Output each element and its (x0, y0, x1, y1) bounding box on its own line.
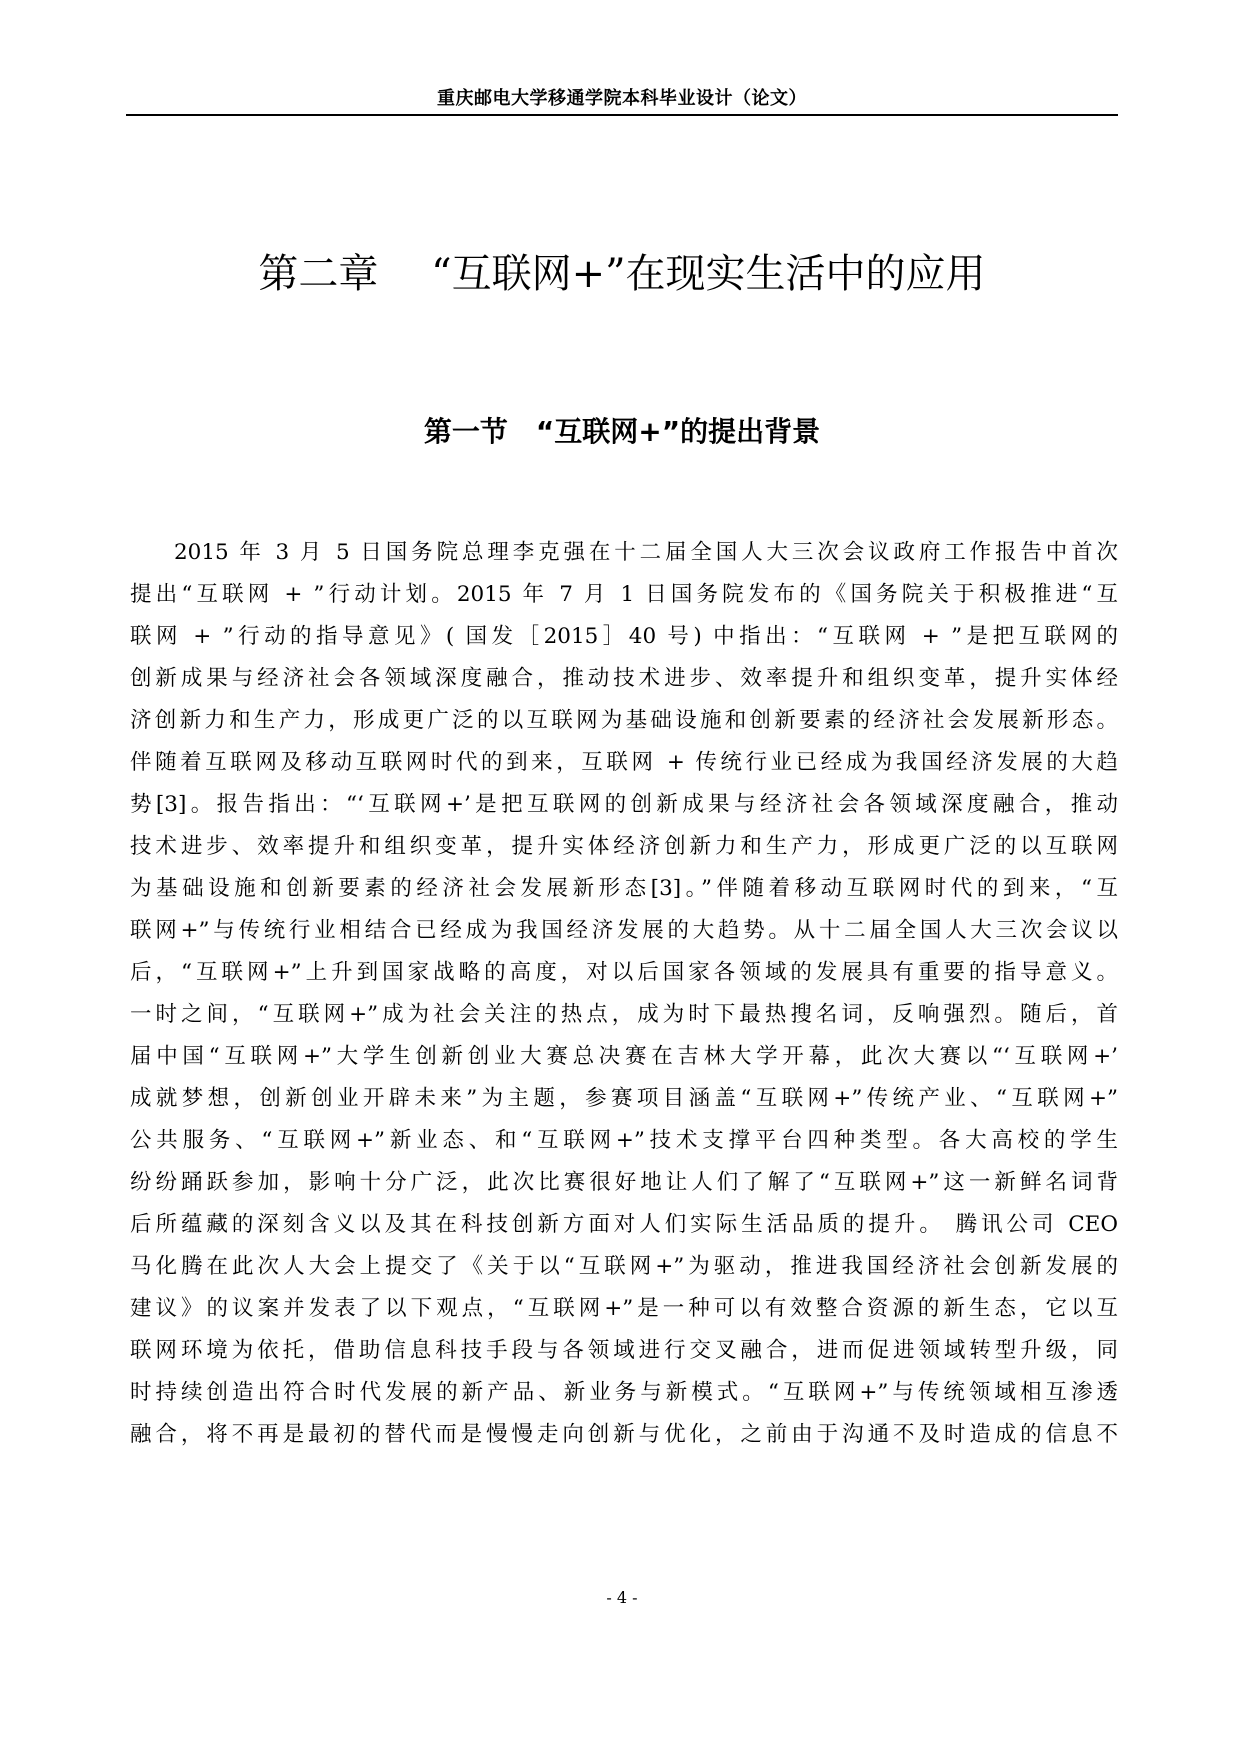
header-rule (126, 114, 1118, 116)
body-line: 联网 + ”行动的指导意见》( 国发［2015］40 号) 中指出：“互联网 + ”是把互联网的 (130, 624, 1118, 649)
body-line: 创新成果与经济社会各领域深度融合，推动技术进步、效率提升和组织变革，提升实体经 (130, 666, 1118, 691)
body-line: 马化腾在此次人大会上提交了《关于以“互联网+”为驱动，推进我国经济社会创新发展的 (130, 1254, 1118, 1279)
body-line: 联网+”与传统行业相结合已经成为我国经济发展的大趋势。从十二届全国人大三次会议以 (130, 918, 1118, 943)
running-header: 重庆邮电大学移通学院本科毕业设计（论文） (437, 88, 807, 109)
body-line: 公共服务、“互联网+”新业态、和“互联网+”技术支撑平台四种类型。各大高校的学生 (130, 1128, 1118, 1153)
body-line: 后所蕴藏的深刻含义以及其在科技创新方面对人们实际生活品质的提升。 腾讯公司 CEO (130, 1212, 1118, 1237)
body-line: 技术进步、效率提升和组织变革，提升实体经济创新力和生产力，形成更广泛的以互联网 (130, 834, 1118, 859)
page-number: - 4 - (606, 1588, 638, 1607)
body-line: 一时之间，“互联网+”成为社会关注的热点，成为时下最热搜名词，反响强烈。随后，首 (130, 1002, 1118, 1027)
body-paragraph (130, 532, 1118, 1456)
body-line: 联网环境为依托，借助信息科技手段与各领域进行交叉融合，进而促进领域转型升级，同 (130, 1338, 1118, 1363)
body-line: 提出“互联网 + ”行动计划。2015 年 7 月 1 日国务院发布的《国务院关于积极推进“互 (130, 582, 1118, 607)
section-title: 第一节 “互联网+”的提出背景 (423, 415, 821, 448)
body-line: 伴随着互联网及移动互联网时代的到来，互联网 + 传统行业已经成为我国经济发展的大趋 (130, 750, 1118, 775)
chapter-title: 第二章 “互联网+”在现实生活中的应用 (258, 251, 986, 297)
body-line: 时持续创造出符合时代发展的新产品、新业务与新模式。“互联网+”与传统领域相互渗透 (130, 1380, 1118, 1405)
body-line: 2015 年 3 月 5 日国务院总理李克强在十二届全国人大三次会议政府工作报告中首次 (174, 540, 1118, 565)
body-line: 为基础设施和创新要素的经济社会发展新形态[3]。”伴随着移动互联网时代的到来，“互 (130, 876, 1118, 901)
body-line: 纷纷踊跃参加，影响十分广泛，此次比赛很好地让人们了解了“互联网+”这一新鲜名词背 (130, 1170, 1118, 1195)
body-line: 势[3]。报告指出：“‘互联网+’是把互联网的创新成果与经济社会各领域深度融合，推动 (130, 792, 1118, 817)
body-line: 建议》的议案并发表了以下观点，“互联网+”是一种可以有效整合资源的新生态，它以互 (130, 1296, 1118, 1321)
body-line: 届中国“互联网+”大学生创新创业大赛总决赛在吉林大学开幕，此次大赛以“‘互联网+’ (130, 1044, 1118, 1069)
body-line: 成就梦想，创新创业开辟未来”为主题，参赛项目涵盖“互联网+”传统产业、“互联网+” (130, 1086, 1118, 1111)
body-line: 济创新力和生产力，形成更广泛的以互联网为基础设施和创新要素的经济社会发展新形态。 (130, 708, 1118, 733)
body-line: 融合，将不再是最初的替代而是慢慢走向创新与优化，之前由于沟通不及时造成的信息不 (130, 1422, 1118, 1447)
body-line: 后，“互联网+”上升到国家战略的高度，对以后国家各领域的发展具有重要的指导意义。 (130, 960, 1118, 985)
